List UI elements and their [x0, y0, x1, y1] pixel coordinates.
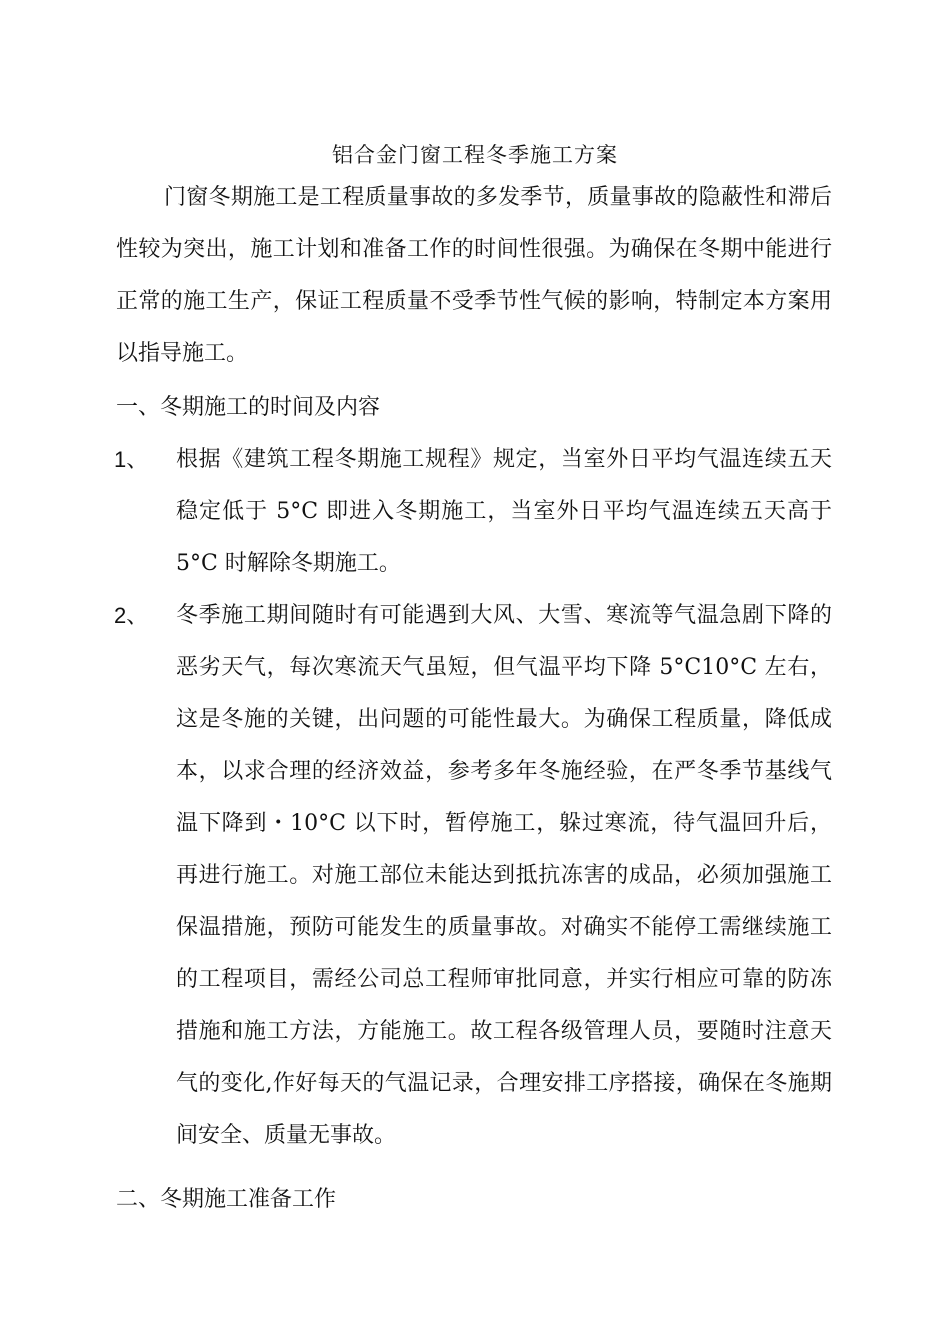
- list-item-text: 根据《建筑工程冬期施工规程》规定，当室外日平均气温连续五天稳定低于 5°C 即进入冬期施工，当室外日平均气温连续五天高于 5°C 时解除冬期施工。: [176, 447, 832, 576]
- list-item-number: 1、: [114, 447, 149, 472]
- list-item-number: 2、: [114, 603, 149, 628]
- section-heading-2: 二、冬期施工准备工作: [116, 1187, 337, 1212]
- document-title: 铝合金门窗工程冬季施工方案: [332, 143, 618, 167]
- list-item-2: [114, 590, 832, 1162]
- list-item-text: 冬季施工期间随时有可能遇到大风、大雪、寒流等气温急剧下降的恶劣天气，每次寒流天气虽短，但气温平均下降 5°C10°C 左右，这是冬施的关键，出问题的可能性最大。为确保工程质量，降低成本，以求合理的经济效益，参考多年冬施经验，在严冬季节基线气温下降到・10°C 以下时，暂停施工，躲过寒流，待气温回升后，再进行施工。对施工部位未能达到抵抗冻害的成品，必须加强施工保温措施，预防可能发生的质量事故。对确实不能停工需继续施工的工程项目，需经公司总工程师审批同意，并实行相应可靠的防冻措施和施工方法，方能施工。故工程各级管理人员，要随时注意天气的变化,作好每天的气温记录，合理安排工序搭接，确保在冬施期间安全、质量无事故。: [176, 603, 832, 1148]
- intro-paragraph: 门窗冬期施工是工程质量事故的多发季节，质量事故的隐蔽性和滞后性较为突出，施工计划和准备工作的时间性很强。为确保在冬期中能进行正常的施工生产，保证工程质量不受季节性气候的影响，特制定本方案用以指导施工。: [116, 185, 832, 366]
- section-heading-1: 一、冬期施工的时间及内容: [116, 395, 381, 420]
- list-item-1: [114, 434, 832, 590]
